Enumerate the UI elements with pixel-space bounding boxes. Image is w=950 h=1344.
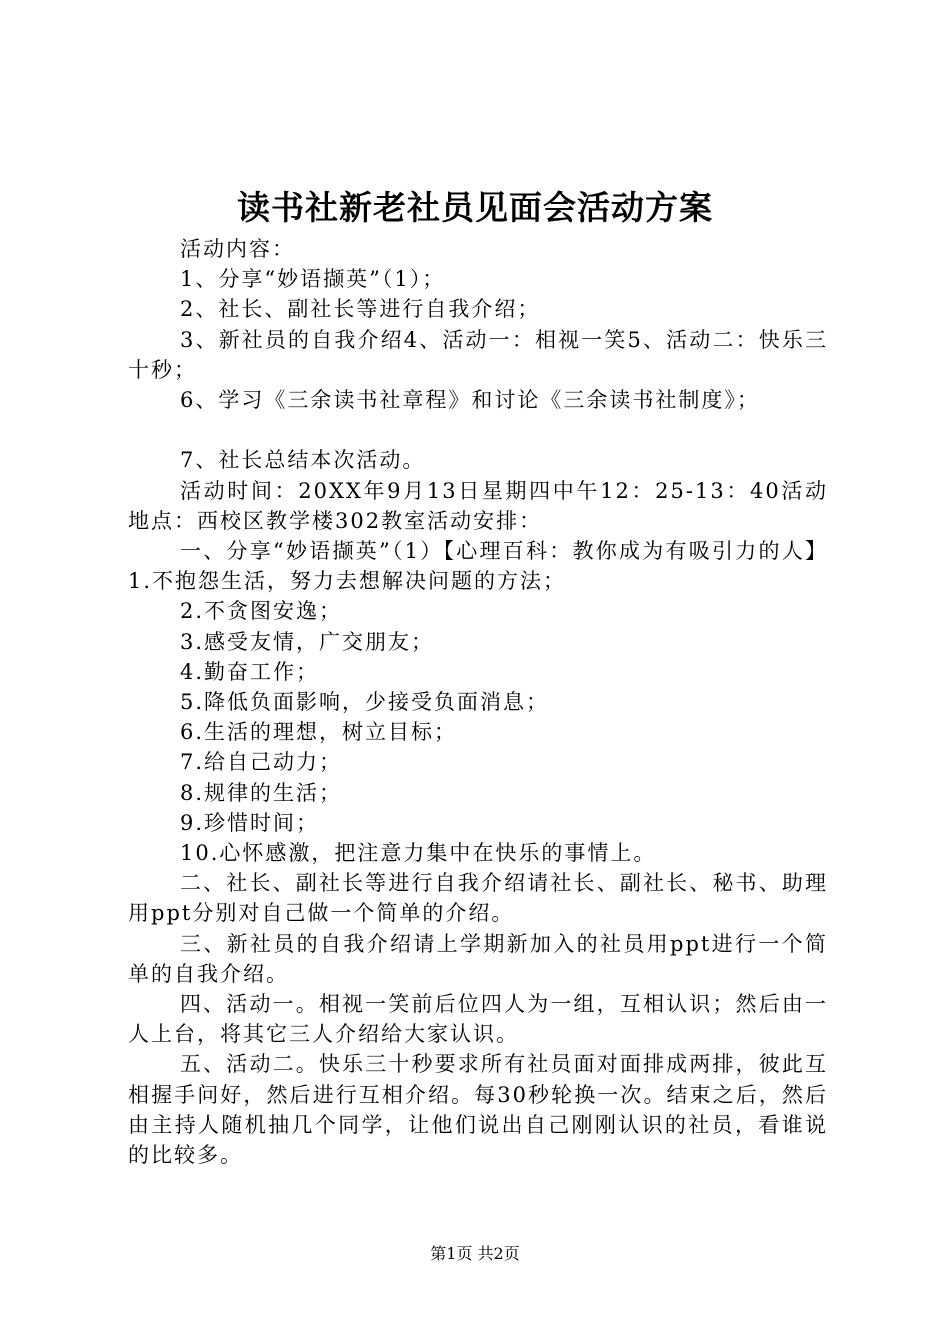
paragraph: 10.心怀感激，把注意力集中在快乐的事情上。 [180,841,657,866]
paragraph: 1、分享“妙语撷英”（1）； [180,267,446,292]
paragraph: 9.珍惜时间； [180,810,320,835]
paragraph: 四、活动一。相视一笑前后位四人为一组，互相认识；然后由一人上台，将其它三人介绍给大家认识。 [128,992,828,1047]
paragraph: 4.勤奋工作； [180,659,320,684]
paragraph: 3、新社员的自我介绍4、活动一：相视一笑5、活动二：快乐三十秒； [128,327,828,382]
paragraph: 一、分享“妙语撷英”（1）【心理百科：教你成为有吸引力的人】1.不抱怨生活，努力去想解决问题的方法； [128,539,828,594]
document-body [128,234,828,1170]
paragraph: 二、社长、副社长等进行自我介绍请社长、副社长、秘书、助理用ppt分别对自己做一个简单的介绍。 [128,871,828,926]
paragraph: 2.不贪图安逸； [180,599,343,624]
page-number: 第1页 共2页 [430,1244,520,1263]
document-title: 读书社新老社员见面会活动方案 [237,188,713,227]
paragraph: 活动内容： [180,237,295,261]
paragraph: 5.降低负面影响，少接受负面消息； [180,690,550,715]
paragraph: 三、新社员的自我介绍请上学期新加入的社员用ppt进行一个简单的自我介绍。 [128,931,828,986]
paragraph: 6、学习《三余读书社章程》和讨论《三余读书社制度》； [180,388,760,413]
paragraph: 3.感受友情，广交朋友； [180,629,435,654]
paragraph: 7.给自己动力； [180,750,343,775]
paragraph: 活动时间：20XX年9月13日星期四中午12：25-13：40活动地点：西校区教学楼302教室活动安排： [128,478,828,533]
paragraph: 8.规律的生活； [180,780,343,805]
paragraph: 6.生活的理想，树立目标； [180,720,458,745]
blank-line [128,415,828,445]
paragraph: 2、社长、副社长等进行自我介绍； [180,297,541,322]
paragraph: 7、社长总结本次活动。 [180,448,426,473]
paragraph: 五、活动二。快乐三十秒要求所有社员面对面排成两排，彼此互相握手问好，然后进行互相介绍。每30秒轮换一次。结束之后，然后由主持人随机抽几个同学，让他们说出自己刚刚认识的社员，看谁说的比较多。 [128,1052,828,1168]
